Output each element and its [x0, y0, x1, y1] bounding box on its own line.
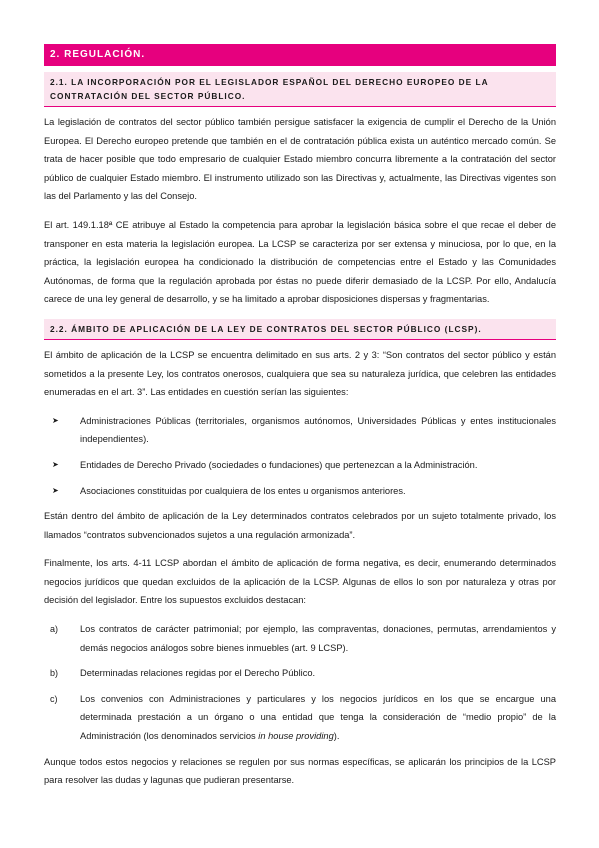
list-marker: b) — [50, 668, 59, 679]
paragraph: El art. 149.1.18ª CE atribuye al Estado la competencia para aprobar la legislación básica sobre el que recae el deber de transponer en esta materia la legislación europea. La LCSP se caracteriza por ser extensa y minuciosa, por lo que, en la práctica, la legislación europea ha condicionado la distribución de competencias entre el Estado y las Comunidades Autónomas, de forma que la regulación aprobada por éstas no puede diferir demasiado de la LCSP. Por ello, Andalucía carece de una ley general de desarrollo, y se ha limitado a aprobar disposiciones dispersas y fragmentarias. — [44, 219, 556, 305]
list-item-tail: ). — [333, 731, 340, 742]
paragraph: La legislación de contratos del sector público también persigue satisfacer la exigencia de cumplir el Derecho de la Unión Europea. El Derecho europeo pretende que también en el de contratación pública exista un auténtico mercado común. Se trata de hacer posible que todo empresario de cualquier Estado miembro concurra libremente a la contratación del sector público de cualquier Estado miembro. El instrumento utilizado son las Directivas y, actualmente, las Directivas vigentes son las del Parlamento y las del Consejo. — [44, 117, 556, 202]
list-item-text: Asociaciones constituidas por cualquiera de los entes u organismos anteriores. — [80, 485, 406, 496]
subsection-heading-2-1: 2.1. LA INCORPORACIÓN POR EL LEGISLADOR ESPAÑOL DEL DERECHO EUROPEO DE LA CONTRATACIÓN DEL SECTOR PÚBLICO. — [44, 72, 556, 107]
arrow-bullet-icon: ➤ — [52, 415, 59, 425]
list-item — [44, 690, 556, 746]
excluded-list — [44, 620, 556, 746]
arrow-bullet-icon: ➤ — [52, 485, 59, 495]
list-item-text: Los convenios con Administraciones y particulares y los negocios jurídicos en los que se encargue una determinada prestación a un órgano o una entidad que tenga la consideración de “medio propio” de la Administración (los denominados servicios — [80, 693, 556, 742]
subsection-heading-2-2: 2.2. ÁMBITO DE APLICACIÓN DE LA LEY DE CONTRATOS DEL SECTOR PÚBLICO (LCSP). — [44, 319, 556, 340]
paragraph: Finalmente, los arts. 4-11 LCSP abordan el ámbito de aplicación de forma negativa, es decir, enumerando determinados negocios jurídicos que quedan excluidos de la aplicación de la LCSP. Algunas de ellos lo son por naturaleza y otras por decisión del legislador. Entre los supuestos excluidos destacan: — [44, 558, 556, 606]
paragraph: Están dentro del ámbito de aplicación de la Ley determinados contratos celebrados por un sujeto totalmente privado, los llamados “contratos subvencionados sujetos a una regulación armonizada”. — [44, 511, 556, 540]
list-item — [44, 620, 556, 657]
paragraph: El ámbito de aplicación de la LCSP se encuentra delimitado en sus arts. 2 y 3: “Son contratos del sector público y están sometidos a la presente Ley, los contratos onerosos, cualquiera que sea su naturaleza jurídica, que celebren las entidades enumeradas en el art. 3”. Las entidades en cuestión serían las siguientes: — [44, 349, 556, 398]
list-item-text: Determinadas relaciones regidas por el Derecho Público. — [80, 668, 316, 679]
entity-list — [44, 412, 556, 500]
list-item — [44, 482, 556, 501]
list-item-text: Administraciones Públicas (territoriales, organismos autónomos, Universidades Públicas y entes institucionales independientes). — [80, 415, 556, 445]
list-item — [44, 456, 556, 475]
section-heading: 2. REGULACIÓN. — [44, 44, 556, 66]
list-item-text: Entidades de Derecho Privado (sociedades o fundaciones) que pertenezcan a la Administración. — [80, 459, 478, 470]
list-marker: c) — [50, 693, 58, 704]
list-marker: a) — [50, 624, 59, 635]
arrow-bullet-icon: ➤ — [52, 459, 59, 469]
list-item — [44, 664, 556, 683]
list-item-text: Los contratos de carácter patrimonial; por ejemplo, las compraventas, donaciones, permutas, arrendamientos y demás negocios análogos sobre bienes inmuebles (art. 9 LCSP). — [80, 624, 556, 653]
paragraph: Aunque todos estos negocios y relaciones se regulen por sus normas específicas, se aplicarán los principios de la LCSP para resolver las dudas y lagunas que pudieran presentarse. — [44, 756, 556, 786]
emphasis-text: in house providing — [258, 731, 334, 742]
list-item — [44, 412, 556, 449]
